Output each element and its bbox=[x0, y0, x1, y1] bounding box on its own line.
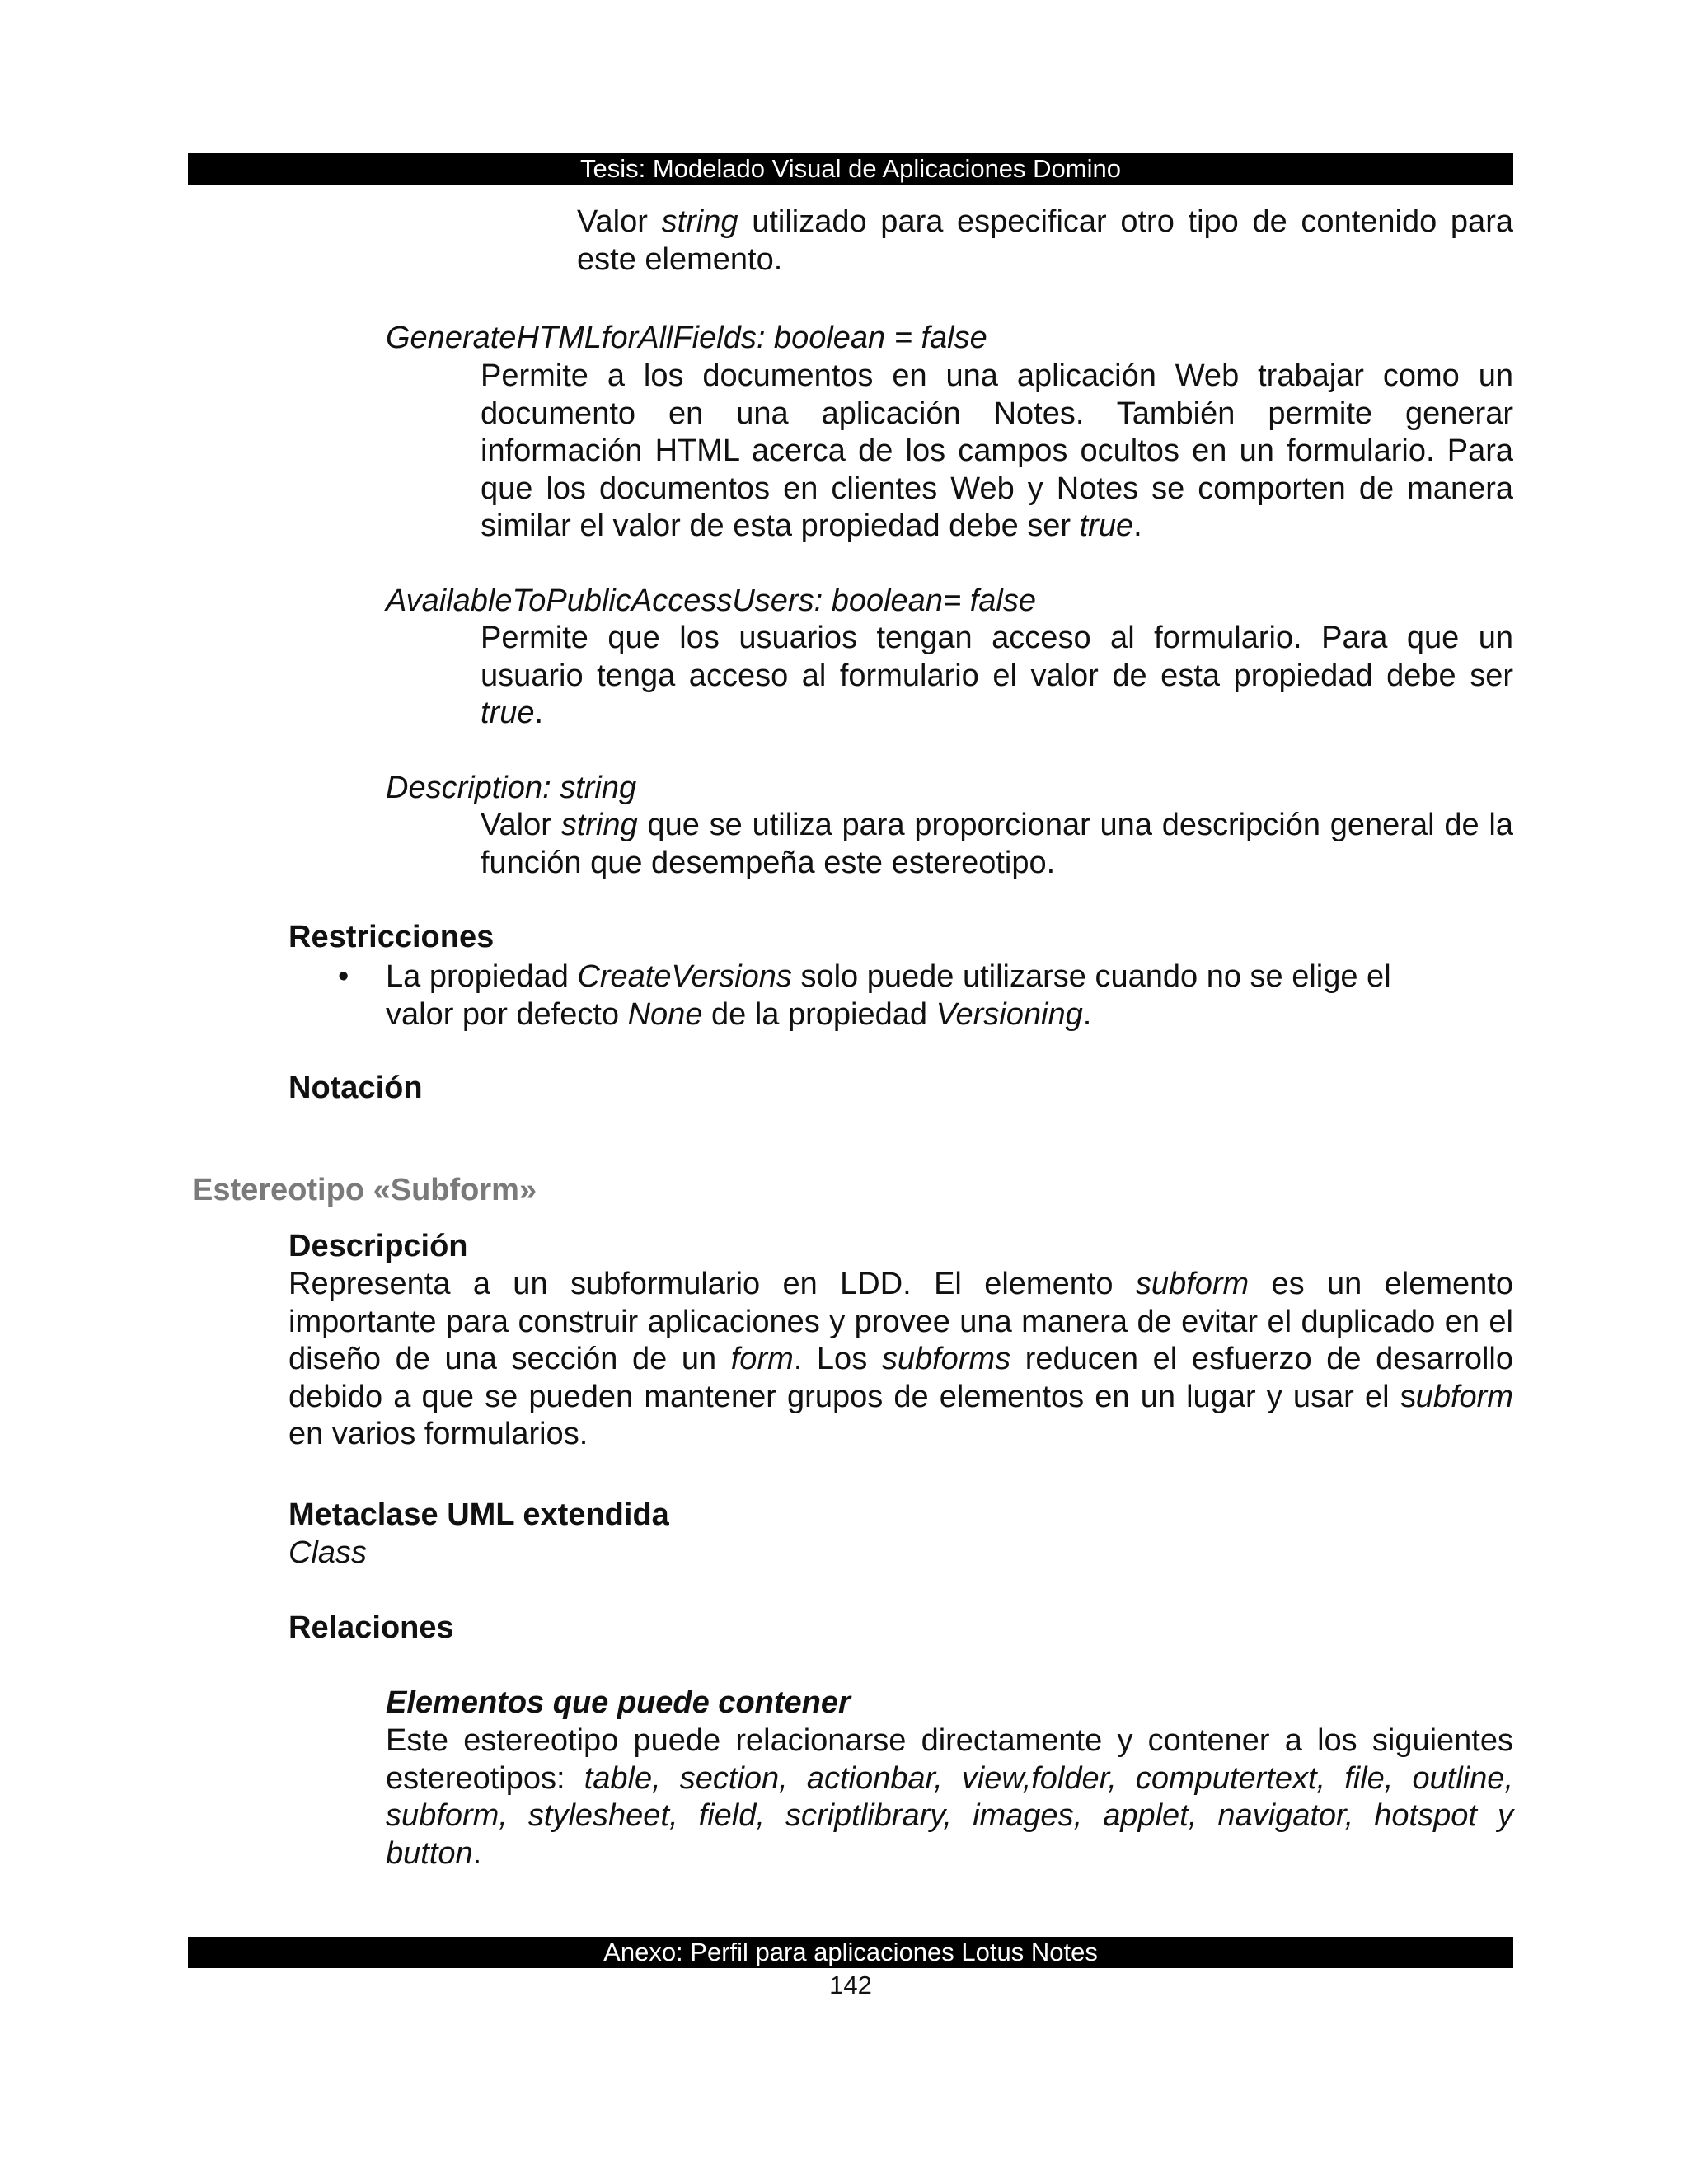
bullet-marker: • bbox=[338, 959, 349, 994]
intro-paragraph: Valor string utilizado para especificar otro tipo de contenido para este elemento. bbox=[577, 204, 1513, 277]
metaclase-value: Class bbox=[288, 1535, 368, 1570]
property-name-description: Description: string bbox=[386, 771, 637, 805]
restriction-item: La propiedad CreateVersions solo puede utilizarse cuando no se elige el valor por defecto None de la propiedad Versioning. bbox=[386, 959, 1391, 1032]
property-desc-available: Permite que los usuarios tengan acceso al formulario. Para que un usuario tenga acceso al formulario el valor de esta propiedad debe ser true. bbox=[481, 621, 1513, 730]
descripcion-paragraph: Representa a un subformulario en LDD. El elemento subform es un elemento importante para construir aplicaciones y provee una manera de evitar el duplicado en el diseño de una sección de un form. Los subforms reducen el esfuerzo de desarrollo debido a que se pueden mantener grupos de elementos en un lugar y usar el subform en varios formularios. bbox=[288, 1267, 1513, 1451]
property-desc-generatehtml: Permite a los documentos en una aplicación Web trabajar como un documento en una aplicación Notes. También permite generar información HTML acerca de los campos ocultos en un formulario. Para que los documentos en clientes Web y Notes se comporten de manera similar el valor de esta propiedad debe ser true. bbox=[481, 359, 1513, 543]
page-header: Tesis: Modelado Visual de Aplicaciones Domino bbox=[188, 153, 1513, 185]
heading-metaclase: Metaclase UML extendida bbox=[288, 1497, 669, 1532]
section-title: Estereotipo «Subform» bbox=[192, 1173, 537, 1207]
relaciones-paragraph: Este estereotipo puede relacionarse directamente y contener a los siguientes estereotipos: table, section, actionbar, view,folder, computertext, file, outline, subform, stylesheet, field, scriptlibrary, images, applet, navigator, hotspot y button. bbox=[386, 1723, 1513, 1871]
heading-restricciones: Restricciones bbox=[288, 920, 495, 954]
subheading-elementos: Elementos que puede contener bbox=[386, 1685, 851, 1720]
property-desc-description: Valor string que se utiliza para proporcionar una descripción general de la función que desempeña este estereotipo. bbox=[481, 808, 1513, 880]
heading-notacion: Notación bbox=[288, 1071, 423, 1105]
property-name-generatehtml: GenerateHTMLforAllFields: boolean = false bbox=[386, 321, 987, 355]
heading-relaciones: Relaciones bbox=[288, 1610, 454, 1645]
heading-descripcion: Descripción bbox=[288, 1229, 468, 1263]
page-footer: Anexo: Perfil para aplicaciones Lotus Notes bbox=[188, 1937, 1513, 1968]
property-name-available: AvailableToPublicAccessUsers: boolean= false bbox=[386, 583, 1036, 618]
page-number: 142 bbox=[829, 1971, 872, 1999]
